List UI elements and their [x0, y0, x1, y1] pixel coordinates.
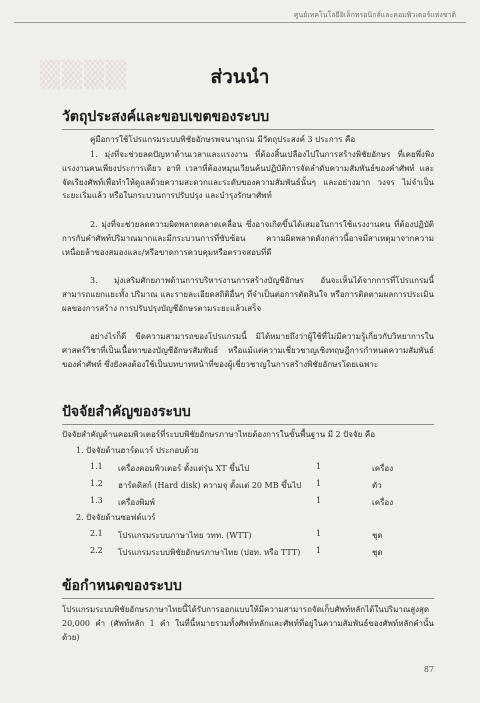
software-label: 2. ปัจจัยด้านซอฟต์แวร์ — [76, 513, 156, 522]
row-unit: ชุด — [372, 531, 383, 540]
row-quantity: 1 — [316, 496, 322, 505]
factors-intro: ปัจจัยสำคัญด้านคอมพิวเตอร์ที่ระบบพิชัยอักษรภาษาไทยต้องการในขั้นพื้นฐาน มี 2 ปัจจัย คือ — [62, 430, 376, 439]
table-row — [0, 479, 480, 493]
header-rule — [14, 22, 466, 23]
scope-paragraph: อย่างไรก็ดี ขีดความสามารถของโปรแกรมนี้ มิได้หมายถึงว่าผู้ใช้ที่ไม่มีความรู้เกี่ยวกับวิทยาการในศาสตร์วิชาที่เป็นเนื้อหาของบัญชีอักษรสัมพันธ์ หรือแม้แต่ความเชี่ยวชาญเชิงทฤษฎีการกำหนดความสัมพันธ์ของคำศัพท์ ซึ่งยังคงต้องใช้เป็นบทบาทหน้าที่ของผู้เชี่ยวชาญในการสร้างพิชัยอักษรโดยเฉพาะ — [62, 332, 434, 369]
objective-item-2: 2. มุ่งที่จะช่วยลดความผิดพลาดคลาดเคลื่อน ซึ่งอาจเกิดขึ้นได้เสมอในการใช้แรงงานคน ที่ต้องปฏิบัติการกับคำศัพท์ปริมาณมากและมีกระบวนการที่ซับซ้อน ความผิดพลาดดังกล่าวนี้อาจมีสาเหตุมาจากความเหนื่อยล้าของสมองและ/หรือขาดการควบคุมหรือตรวจสอบที่ดี — [62, 220, 434, 257]
row-number: 2.2 — [90, 546, 103, 555]
row-unit: ชุด — [372, 548, 383, 557]
section-heading-limits: ข้อกำหนดของระบบ — [62, 578, 182, 594]
page-title: ส่วนนำ — [210, 66, 270, 88]
hardware-label: 1. ปัจจัยด้านฮาร์ดแวร์ ประกอบด้วย — [76, 446, 199, 455]
row-unit: เครื่อง — [372, 464, 394, 473]
running-head: ศูนย์เทคโนโลยีอิเล็กทรอนิกส์และคอมพิวเตอร์แห่งชาติ — [294, 11, 456, 19]
row-unit: เครื่อง — [372, 498, 394, 507]
row-name: ฮาร์ดดิสก์ (Hard disk) ความจุ ตั้งแต่ 20 MB ขึ้นไป — [118, 481, 302, 490]
table-row — [0, 546, 480, 560]
objectives-intro: คู่มือการใช้โปรแกรมระบบพิชัยอักษรพจนานุกรม มีวัตถุประสงค์ 3 ประการ คือ — [90, 135, 356, 144]
faded-stamp-mark: ▒▒▒▒ — [40, 60, 128, 90]
objective-item-3: 3. มุ่งเสริมศักยภาพด้านการบริหารงานการสร้างบัญชีอักษร อันจะเห็นได้จากการที่โปรแกรมนี้สามารถแยกแยะทั้ง ปริมาณ และรายละเอียดสถิติอื่นๆ ที่จำเป็นต่อการตัดสินใจ หรือการติดตามผลการประเมินผลของการสร้าง การปรับปรุงบัญชีอักษรตามระยะแล้วเสร็จ — [62, 276, 434, 313]
row-quantity: 1 — [316, 479, 322, 488]
table-row — [0, 529, 480, 543]
row-number: 1.1 — [90, 462, 103, 471]
section-rule — [62, 424, 434, 425]
row-name: โปรแกรมระบบภาษาไทย วทท. (WTT) — [118, 531, 252, 540]
row-name: เครื่องพิมพ์ — [118, 498, 155, 507]
section-heading-factors: ปัจจัยสำคัญของระบบ — [62, 404, 191, 420]
section-rule — [62, 598, 434, 599]
section-rule — [62, 129, 434, 130]
page-number: 87 — [423, 665, 434, 674]
table-row — [0, 462, 480, 476]
row-quantity: 1 — [316, 462, 322, 471]
row-name: เครื่องคอมพิวเตอร์ ตั้งแต่รุ่น XT ขึ้นไป — [118, 464, 250, 473]
limits-paragraph: โปรแกรมระบบพิชัยอักษรภาษาไทยนี้ได้รับการออกแบบให้มีความสามารถจัดเก็บศัพท์หลักได้ในปริมาณสูงสุด 20,000 คำ (ศัพท์หลัก 1 คำ ในที่นี้หมายรวมทั้งศัพท์หลักและศัพท์ที่อยู่ในความสัมพันธ์ของศัพท์หลักคำนั้นด้วย) — [62, 605, 434, 642]
row-quantity: 1 — [316, 546, 322, 555]
table-row — [0, 496, 480, 510]
objective-item-1: 1. มุ่งที่จะช่วยลดปัญหาด้านเวลาและแรงงาน ที่ต้องสิ้นเปลืองไปในการสร้างพิชัยอักษร ที่เคยพึ่งพิงแรงงานคนเพียงประการเดียว อาทิ เวลาที่ต้องหมุนเวียนค้นปฏิบัติการจัดลำดับความสัมพันธ์ของคำศัพท์ และจัดเรียงศัพท์เพื่อทำให้ดูแลด้วยความสะดวกและระดับของความสัมพันธ์นั้นๆ และอย่างมาก วงจร ไม่จำเป็นระยะเริ่มแล้ว หรือในกระบวนการปรับปรุง และบำรุงรักษาศัพท์ — [62, 150, 434, 201]
row-unit: ตัว — [372, 481, 382, 490]
row-number: 1.2 — [90, 479, 103, 488]
row-number: 1.3 — [90, 496, 103, 505]
row-quantity: 1 — [316, 529, 322, 538]
row-name: โปรแกรมระบบพิชัยอักษรภาษาไทย (ปอท. หรือ TTT) — [118, 548, 301, 557]
row-number: 2.1 — [90, 529, 103, 538]
section-heading-objectives: วัตถุประสงค์และขอบเขตของระบบ — [62, 109, 270, 125]
